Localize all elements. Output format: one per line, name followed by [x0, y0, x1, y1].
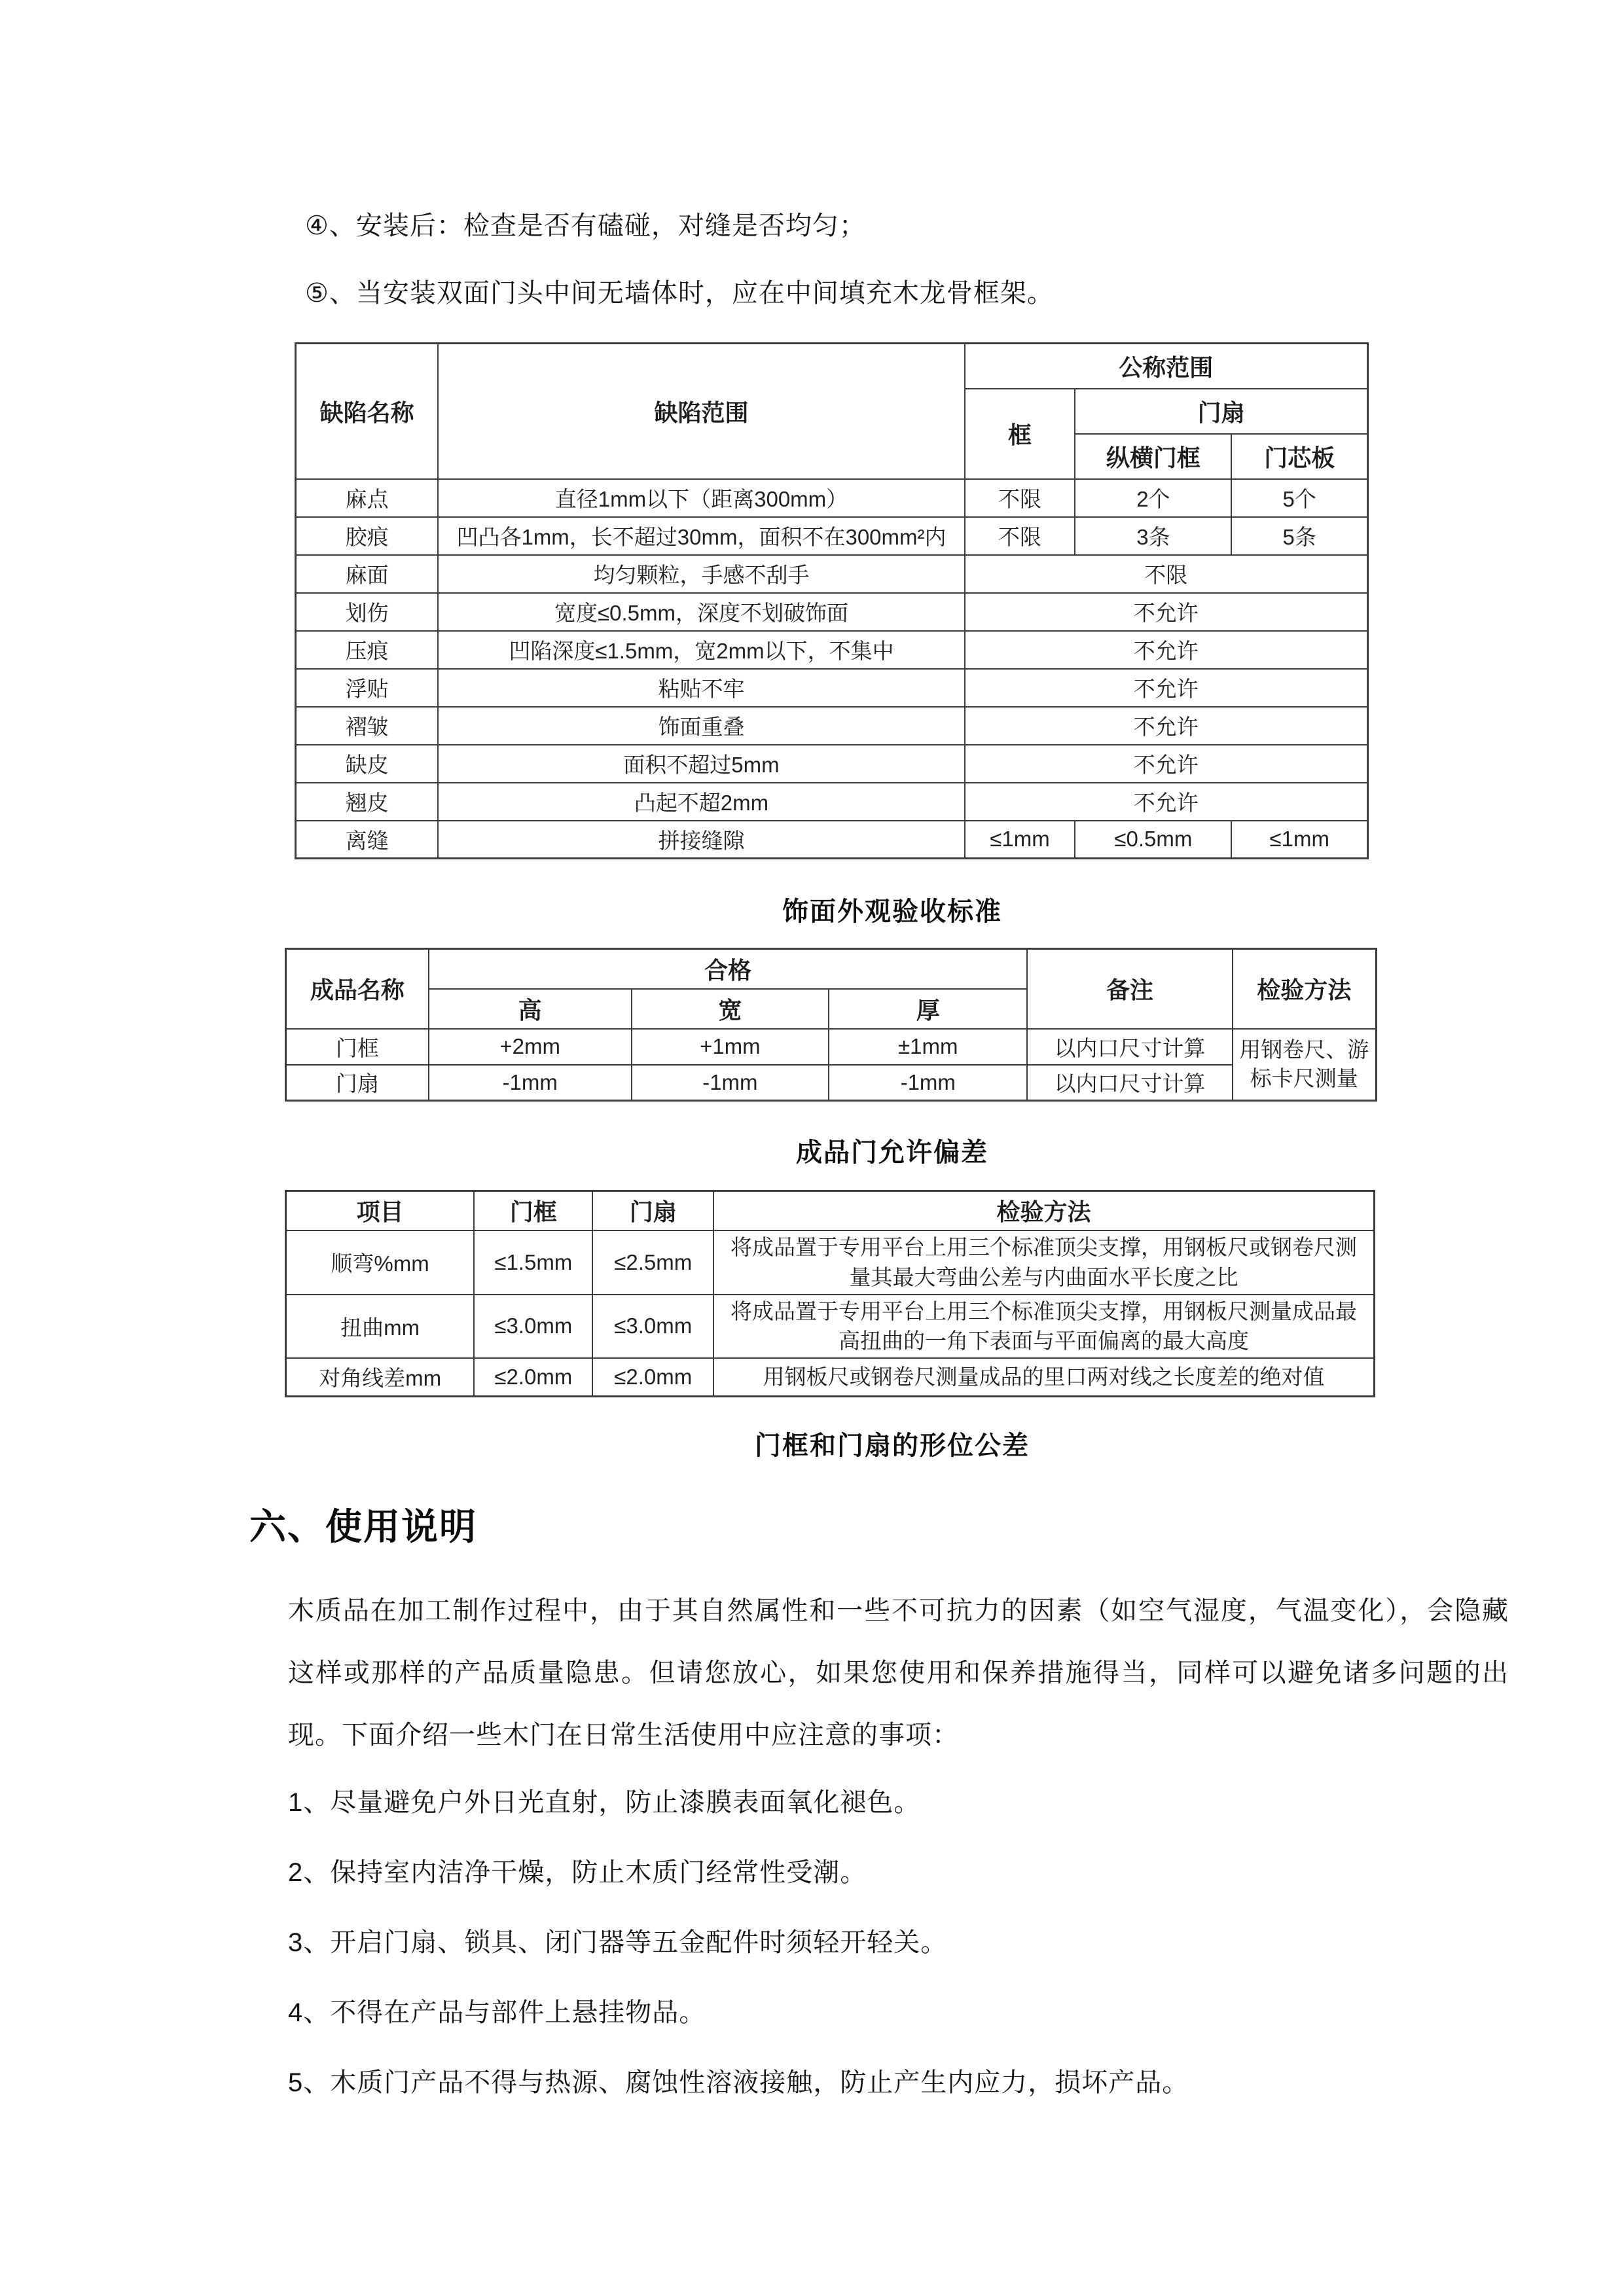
width-value-cell: -1mm: [632, 1065, 829, 1101]
remark-cell: 以内口尺寸计算: [1027, 1065, 1232, 1101]
pass-header: 合格: [429, 949, 1028, 989]
table-row: [296, 479, 1368, 517]
table-row: [296, 517, 1368, 555]
width-value-cell: +1mm: [632, 1029, 829, 1065]
stile-rail-value-cell: ≤0.5mm: [1075, 821, 1231, 859]
list-item: 5、木质门产品不得与热源、腐蚀性溶液接触，防止产生内应力，损坏产品。: [288, 2068, 1189, 2098]
defect-name-cell: 翘皮: [296, 783, 439, 821]
table-row: [296, 555, 1368, 593]
table-row: [296, 707, 1368, 745]
defect-name-cell: 麻点: [296, 479, 439, 517]
usage-notes-list: [288, 1783, 1624, 2102]
table-row: [286, 1295, 1375, 1358]
defect-range-cell: 直径1mm以下（距离300mm）: [438, 479, 964, 517]
all-columns-value-cell: 不允许: [965, 593, 1368, 631]
list-item: 1、尽量避免户外日光直射，防止漆膜表面氧化褪色。: [288, 1788, 921, 1818]
defect-name-cell: 胶痕: [296, 517, 439, 555]
acceptance-table: [285, 948, 1377, 1102]
core-panel-value-cell: 5条: [1231, 517, 1367, 555]
door-leaf-header: 门扇: [1075, 389, 1367, 434]
stile-rail-value-cell: 3条: [1075, 517, 1231, 555]
core-panel-value-cell: ≤1mm: [1231, 821, 1367, 859]
leaf-value-cell: ≤3.0mm: [592, 1295, 713, 1358]
table-row: [296, 669, 1368, 707]
all-columns-value-cell: 不允许: [965, 783, 1368, 821]
defect-range-cell: 凹凸各1mm，长不超过30mm，面积不在300mm²内: [438, 517, 964, 555]
usage-intro-paragraph: 木质品在加工制作过程中，由于其自然属性和一些不可抗力的因素（如空气湿度，气温变化），会隐藏这样或那样的产品质量隐患。但请您放心，如果您使用和保养措施得当，同样可以避免诸多问题的出现。下面介绍一些木门在日常生活使用中应注意的事项：: [288, 1596, 1509, 1750]
defect-range-header: 缺陷范围: [438, 344, 964, 479]
tolerance-table-caption: 门框和门扇的形位公差: [755, 1431, 1030, 1461]
defect-range-cell: 宽度≤0.5mm，深度不划破饰面: [438, 593, 964, 631]
table-row: [296, 631, 1368, 669]
height-header: 高: [429, 989, 632, 1029]
table-row: [286, 1358, 1375, 1397]
frame-header: 框: [965, 389, 1075, 479]
frame-value-cell: ≤1.5mm: [474, 1230, 592, 1295]
defect-range-cell: 凸起不超2mm: [438, 783, 964, 821]
tolerance-header-row: [286, 1191, 1375, 1230]
frame-value-cell: 不限: [965, 479, 1075, 517]
table-row: [296, 593, 1368, 631]
all-columns-value-cell: 不限: [965, 555, 1368, 593]
defects-header-row-1: [296, 344, 1368, 389]
all-columns-value-cell: 不允许: [965, 745, 1368, 783]
thickness-value-cell: ±1mm: [829, 1029, 1027, 1065]
item-cell: 扭曲mm: [286, 1295, 475, 1358]
defect-name-cell: 离缝: [296, 821, 439, 859]
tolerance-table: [285, 1190, 1375, 1397]
defect-range-cell: 饰面重叠: [438, 707, 964, 745]
leaf-value-cell: ≤2.5mm: [592, 1230, 713, 1295]
core-panel-value-cell: 5个: [1231, 479, 1367, 517]
thickness-header: 厚: [829, 989, 1027, 1029]
list-item: 2、保持室内洁净干燥，防止木质门经常性受潮。: [288, 1858, 867, 1888]
defect-range-cell: 均匀颗粒，手感不刮手: [438, 555, 964, 593]
method-header: 检验方法: [1233, 949, 1377, 1029]
leaf-value-cell: ≤2.0mm: [592, 1358, 713, 1397]
method-header: 检验方法: [713, 1191, 1374, 1230]
defect-range-cell: 粘贴不牢: [438, 669, 964, 707]
defect-name-cell: 压痕: [296, 631, 439, 669]
item-cell: 对角线差mm: [286, 1358, 475, 1397]
frame-value-cell: 不限: [965, 517, 1075, 555]
table-row: [296, 783, 1368, 821]
remark-cell: 以内口尺寸计算: [1027, 1029, 1232, 1065]
method-cell: 用钢板尺或钢卷尺测量成品的里口两对线之长度差的绝对值: [713, 1358, 1374, 1397]
nominal-range-header: 公称范围: [965, 344, 1368, 389]
table-row: [286, 1230, 1375, 1295]
defect-name-cell: 浮贴: [296, 669, 439, 707]
defect-name-header: 缺陷名称: [296, 344, 439, 479]
method-cell: 将成品置于专用平台上用三个标准顶尖支撑，用钢板尺测量成品最高扭曲的一角下表面与平面偏离的最大高度: [713, 1295, 1374, 1358]
table-row: [296, 745, 1368, 783]
stile-rail-value-cell: 2个: [1075, 479, 1231, 517]
defects-table: [295, 342, 1369, 859]
frame-value-cell: ≤1mm: [965, 821, 1075, 859]
defect-name-cell: 褶皱: [296, 707, 439, 745]
stile-rail-header: 纵横门框: [1075, 434, 1231, 479]
install-step-5: ⑤、当安装双面门头中间无墙体时，应在中间填充木龙骨框架。: [305, 279, 1054, 308]
all-columns-value-cell: 不允许: [965, 631, 1368, 669]
frame-value-cell: ≤3.0mm: [474, 1295, 592, 1358]
defect-range-cell: 拼接缝隙: [438, 821, 964, 859]
defect-name-cell: 划伤: [296, 593, 439, 631]
frame-value-cell: ≤2.0mm: [474, 1358, 592, 1397]
section-title-usage: 六、使用说明: [249, 1506, 477, 1548]
core-panel-header: 门芯板: [1231, 434, 1367, 479]
table-row: [286, 1029, 1377, 1065]
defects-table-caption: 饰面外观验收标准: [782, 897, 1002, 926]
all-columns-value-cell: 不允许: [965, 707, 1368, 745]
acceptance-header-row-1: [286, 949, 1377, 989]
defect-name-cell: 缺皮: [296, 745, 439, 783]
leaf-header: 门扇: [592, 1191, 713, 1230]
remark-header: 备注: [1027, 949, 1232, 1029]
list-item: 4、不得在产品与部件上悬挂物品。: [288, 1998, 706, 2028]
product-name-header: 成品名称: [286, 949, 429, 1029]
install-step-4: ④、安装后：检查是否有磕碰，对缝是否均匀；: [305, 211, 866, 240]
thickness-value-cell: -1mm: [829, 1065, 1027, 1101]
defect-range-cell: 凹陷深度≤1.5mm，宽2mm以下，不集中: [438, 631, 964, 669]
method-cell: 将成品置于专用平台上用三个标准顶尖支撑，用钢板尺或钢卷尺测量其最大弯曲公差与内曲面水平长度之比: [713, 1230, 1374, 1295]
table-row: [286, 1065, 1377, 1101]
item-cell: 顺弯%mm: [286, 1230, 475, 1295]
all-columns-value-cell: 不允许: [965, 669, 1368, 707]
product-name-cell: 门扇: [286, 1065, 429, 1101]
product-name-cell: 门框: [286, 1029, 429, 1065]
height-value-cell: +2mm: [429, 1029, 632, 1065]
frame-header: 门框: [474, 1191, 592, 1230]
acceptance-table-caption: 成品门允许偏差: [796, 1138, 988, 1167]
width-header: 宽: [632, 989, 829, 1029]
method-cell: 用钢卷尺、游标卡尺测量: [1233, 1029, 1377, 1101]
height-value-cell: -1mm: [429, 1065, 632, 1101]
list-item: 3、开启门扇、锁具、闭门器等五金配件时须轻开轻关。: [288, 1928, 948, 1958]
table-row: [296, 821, 1368, 859]
defect-range-cell: 面积不超过5mm: [438, 745, 964, 783]
item-header: 项目: [286, 1191, 475, 1230]
defect-name-cell: 麻面: [296, 555, 439, 593]
